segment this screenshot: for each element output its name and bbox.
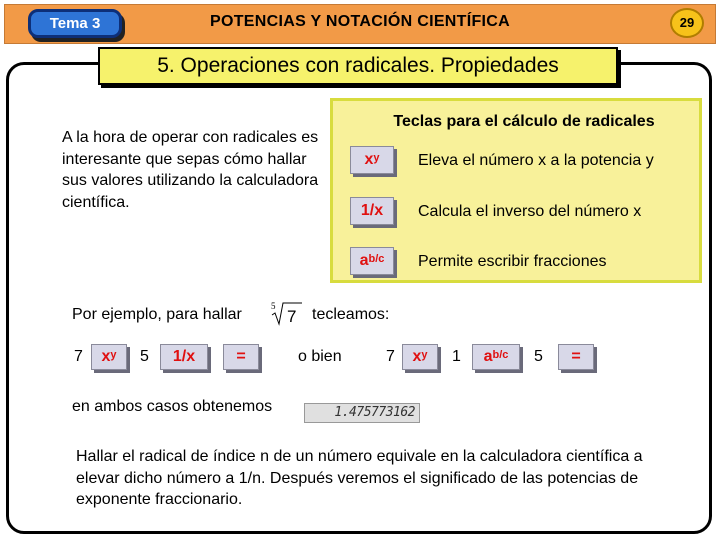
seq2-power-key [402, 344, 438, 370]
seq2-number-3: 5 [534, 348, 543, 365]
seq1-power-key-sup: y [110, 349, 117, 361]
inverse-key-label: 1/x [360, 202, 384, 219]
seq2-fraction-key-sup: b/c [492, 349, 509, 361]
radical-index: 5 [271, 301, 276, 311]
seq2-number-1: 7 [386, 348, 395, 365]
seq2-equals-key-label: = [571, 348, 581, 365]
radicand: 7 [287, 307, 297, 326]
fraction-key [350, 247, 394, 275]
example-lead: Por ejemplo, para hallar [72, 306, 242, 323]
seq2-power-key-base: x [412, 348, 422, 365]
seq2-fraction-key [472, 344, 520, 370]
seq1-number-2: 5 [140, 348, 149, 365]
fraction-key-sup: b/c [368, 253, 385, 265]
keys-panel-title: Teclas para el cálculo de radicales [393, 113, 655, 130]
section-title: 5. Operaciones con radicales. Propiedades [98, 47, 618, 85]
example-after: tecleamos: [312, 306, 390, 323]
inverse-key [350, 197, 394, 225]
page-number: 29 [670, 8, 704, 38]
power-key-description: Eleva el número x a la potencia y [418, 152, 654, 169]
fraction-key-base: a [359, 252, 369, 269]
fraction-key-description: Permite escribir fracciones [418, 253, 607, 270]
seq2-fraction-key-base: a [483, 348, 493, 365]
radical-fifth-root-of-seven [270, 300, 304, 326]
result-lead: en ambos casos obtenemos [72, 398, 273, 415]
header-title: POTENCIAS Y NOTACIÓN CIENTÍFICA [210, 13, 510, 30]
seq2-equals-key [558, 344, 594, 370]
footer-text: Hallar el radical de índice n de un número equivale en la calculadora científica a elevar dicho número a 1/n. Después veremos el significado de las potencias de exponente fraccionario. [76, 448, 643, 508]
power-key-base: x [364, 151, 374, 168]
seq1-equals-key [223, 344, 259, 370]
inverse-key-description: Calcula el inverso del número x [418, 203, 642, 220]
seq1-power-key [91, 344, 127, 370]
seq1-inverse-key [160, 344, 208, 370]
seq1-inverse-key-label: 1/x [172, 348, 196, 365]
seq1-equals-key-label: = [236, 348, 246, 365]
seq1-power-key-base: x [101, 348, 111, 365]
power-key-sup: y [373, 152, 380, 164]
seq2-number-2: 1 [452, 348, 461, 365]
or-text: o bien [298, 348, 342, 365]
seq1-number-1: 7 [74, 348, 83, 365]
seq2-power-key-sup: y [421, 349, 428, 361]
calculator-display: 1.475773162 [304, 403, 420, 423]
power-key [350, 146, 394, 174]
tema-badge: Tema 3 [28, 9, 122, 38]
intro-text: A la hora de operar con radicales es interesante que sepas cómo hallar sus valores utilizando la calculadora científica. [62, 129, 319, 211]
